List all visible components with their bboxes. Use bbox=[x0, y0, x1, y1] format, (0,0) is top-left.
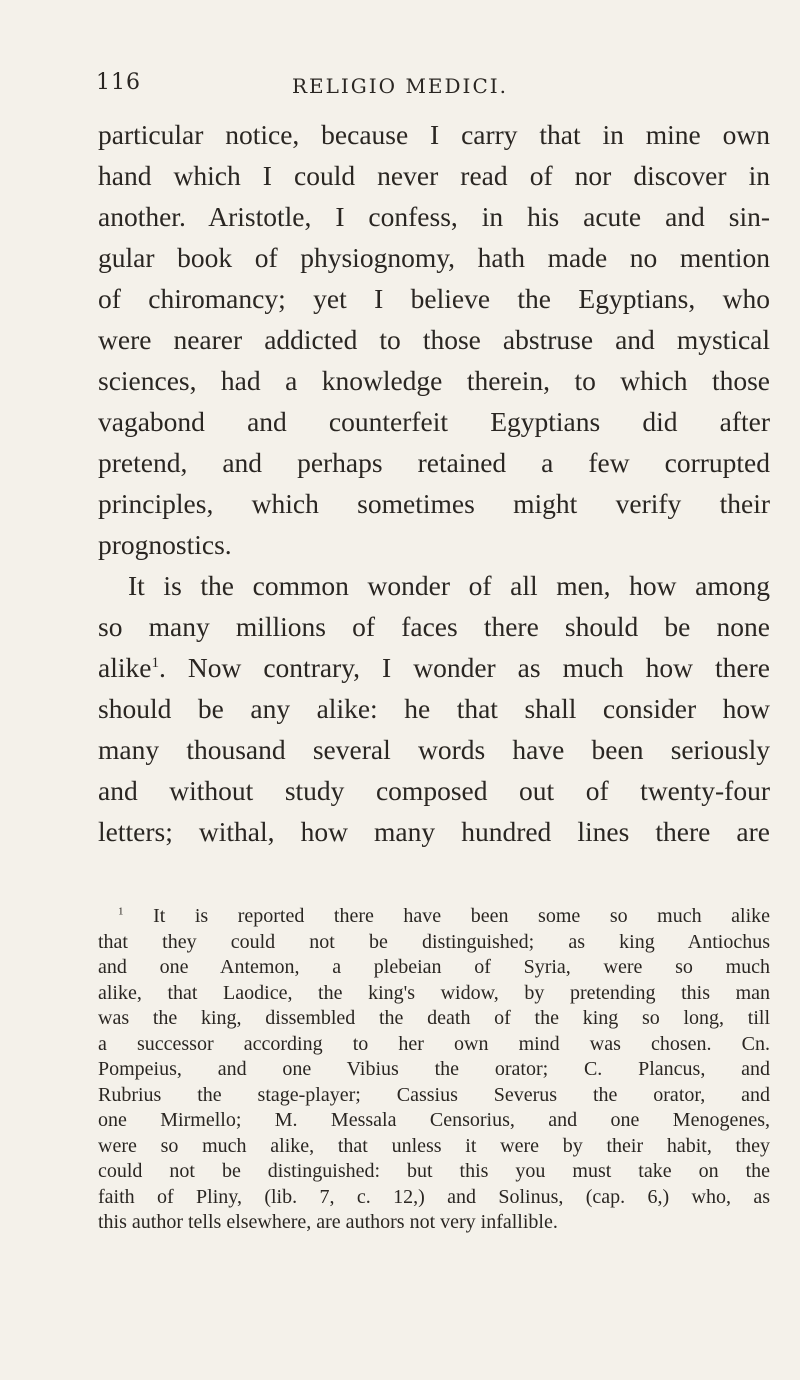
footnote-reference: 1 bbox=[151, 654, 160, 671]
footnote-line: could not be distinguished: but this you must take on the bbox=[98, 1160, 770, 1182]
text-line: vagabond and counterfeit Egyptians did after bbox=[98, 406, 770, 437]
text-line: It is the common wonder of all men, how among bbox=[128, 570, 770, 601]
footnote-line: was the king, dissembled the death of the king so long, till bbox=[98, 1007, 770, 1029]
text-line: pretend, and perhaps retained a few corrupted bbox=[98, 447, 770, 478]
text-line: another. Aristotle, I confess, in his acute and sin- bbox=[98, 201, 770, 232]
footnote-line: a successor according to her own mind was chosen. Cn. bbox=[98, 1032, 770, 1055]
footnote-line: Pompeius, and one Vibius the orator; C. Plancus, and bbox=[98, 1058, 770, 1080]
text-line: of chiromancy; yet I believe the Egyptians, who bbox=[98, 283, 770, 314]
footnote-line: and one Antemon, a plebeian of Syria, were so much bbox=[98, 956, 770, 978]
footnote-line bbox=[98, 904, 770, 930]
text-line: many thousand several words have been seriously bbox=[98, 734, 770, 765]
page-number: 116 bbox=[96, 70, 141, 95]
text-line: and without study composed out of twenty-four bbox=[98, 775, 770, 806]
text-fragment: It is reported there have been some so much alike bbox=[153, 905, 771, 927]
footnote-line: one Mirmello; M. Messala Censorius, and one Menogenes, bbox=[98, 1109, 770, 1131]
footnote-marker: 1 bbox=[118, 905, 124, 918]
text-fragment: alike bbox=[98, 652, 152, 683]
text-line: sciences, had a knowledge therein, to which those bbox=[98, 365, 770, 396]
footnote-line: that they could not be distinguished; as king Antiochus bbox=[98, 930, 770, 953]
main-text bbox=[98, 114, 770, 852]
footnote-line: were so much alike, that unless it were by their habit, they bbox=[98, 1134, 770, 1157]
text-line-with-footnote-ref bbox=[98, 647, 770, 688]
text-line: letters; withal, how many hundred lines there are bbox=[98, 816, 770, 847]
text-line: gular book of physiognomy, hath made no mention bbox=[98, 242, 770, 273]
footnote-line: this author tells elsewhere, are authors not very infallible. bbox=[98, 1211, 558, 1233]
footnote bbox=[98, 904, 770, 1236]
footnote-line: Rubrius the stage-player; Cassius Severus the orator, and bbox=[98, 1083, 770, 1106]
text-line: so many millions of faces there should be none bbox=[98, 611, 770, 642]
running-title: RELIGIO MEDICI. bbox=[291, 74, 509, 98]
text-fragment: . Now contrary, I wonder as much how there bbox=[159, 652, 770, 683]
footnote-line: alike, that Laodice, the king's widow, by pretending this man bbox=[98, 981, 770, 1004]
text-line: were nearer addicted to those abstruse and mystical bbox=[98, 324, 770, 355]
text-line: particular notice, because I carry that in mine own bbox=[98, 119, 770, 150]
footnote-line: faith of Pliny, (lib. 7, c. 12,) and Solinus, (cap. 6,) who, as bbox=[98, 1185, 770, 1208]
text-line: principles, which sometimes might verify their bbox=[98, 488, 770, 519]
text-line: prognostics. bbox=[98, 529, 232, 560]
text-line: hand which I could never read of nor discover in bbox=[98, 160, 770, 191]
text-line: should be any alike: he that shall consider how bbox=[98, 693, 770, 724]
